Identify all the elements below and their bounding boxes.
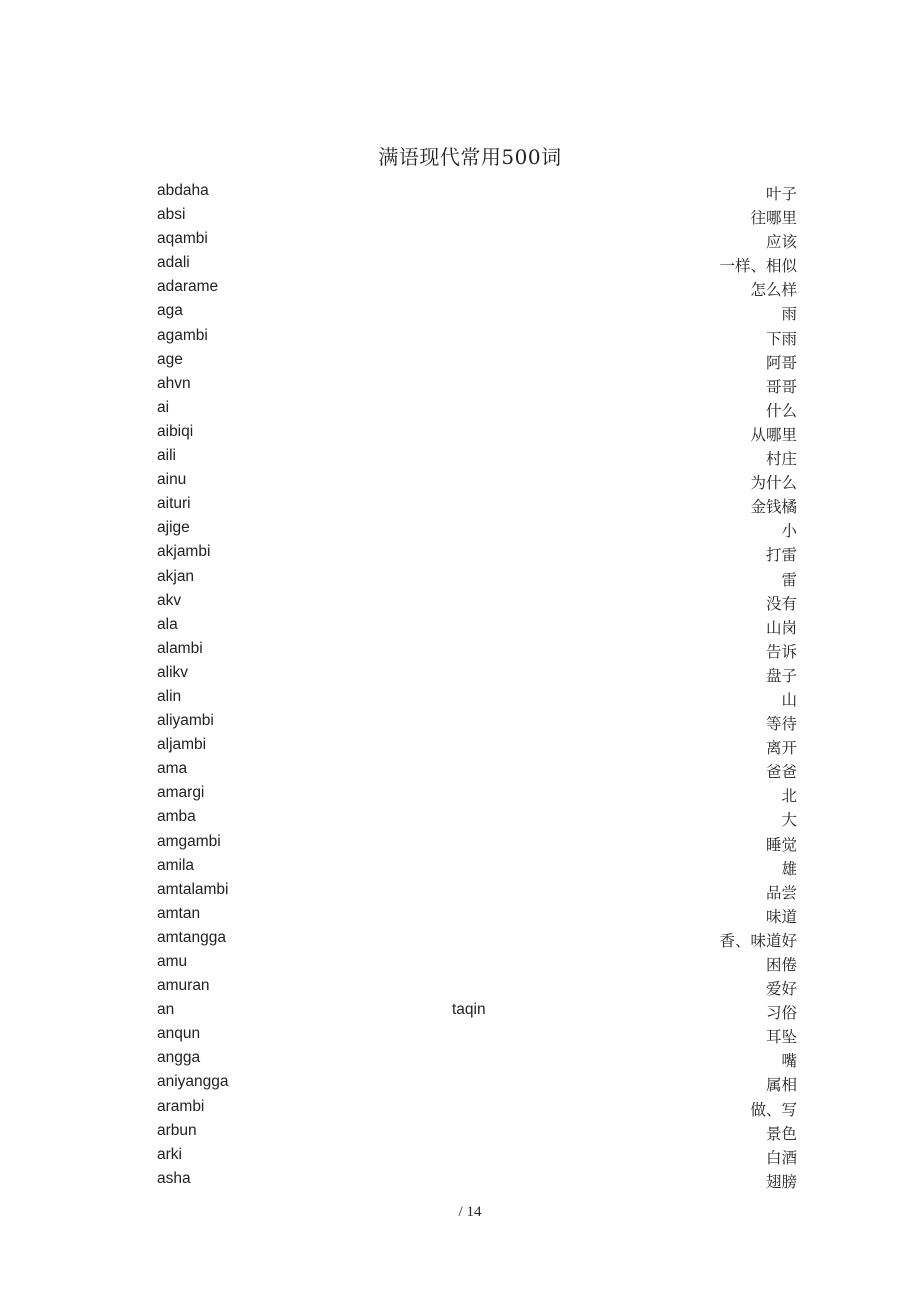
manchu-word: agambi xyxy=(157,326,208,344)
manchu-word: aliyambi xyxy=(157,712,214,730)
manchu-word: amtangga xyxy=(157,928,226,946)
chinese-meaning: 山岗 xyxy=(765,618,797,637)
chinese-meaning: 睡觉 xyxy=(765,835,797,854)
manchu-word: ajige xyxy=(157,519,190,537)
chinese-meaning: 金钱橘 xyxy=(750,498,797,517)
list-item xyxy=(157,180,797,204)
manchu-word: aniyangga xyxy=(157,1073,229,1091)
chinese-meaning: 香、味道好 xyxy=(719,931,797,950)
chinese-meaning: 阿哥 xyxy=(765,353,797,372)
list-item xyxy=(157,1120,797,1144)
list-item xyxy=(157,300,797,324)
chinese-meaning: 景色 xyxy=(765,1124,797,1143)
page-title: 满语现代常用500词 xyxy=(378,145,562,169)
chinese-meaning: 村庄 xyxy=(765,450,797,469)
manchu-word: arbun xyxy=(157,1121,197,1139)
chinese-meaning: 一样、相似 xyxy=(719,257,797,276)
list-item xyxy=(157,1168,797,1192)
list-item xyxy=(157,1023,797,1047)
chinese-meaning: 爱好 xyxy=(765,980,797,999)
list-item xyxy=(157,469,797,493)
manchu-word: aituri xyxy=(157,495,191,513)
list-item xyxy=(157,204,797,228)
chinese-meaning: 属相 xyxy=(765,1076,797,1095)
chinese-meaning: 小 xyxy=(781,522,797,541)
chinese-meaning: 北 xyxy=(781,787,797,806)
list-item xyxy=(157,710,797,734)
chinese-meaning: 叶子 xyxy=(765,185,797,203)
manchu-word: amu xyxy=(157,953,188,970)
list-item xyxy=(157,397,797,421)
list-item xyxy=(157,421,797,445)
list-item xyxy=(157,999,797,1023)
chinese-meaning: 应该 xyxy=(765,233,797,252)
manchu-word: anqun xyxy=(157,1025,201,1043)
list-item xyxy=(157,1071,797,1095)
chinese-meaning: 哥哥 xyxy=(765,377,797,396)
manchu-word: amba xyxy=(157,808,196,826)
manchu-word: akjan xyxy=(157,567,195,585)
chinese-meaning: 大 xyxy=(781,811,797,830)
manchu-word: alikv xyxy=(157,663,189,681)
chinese-meaning: 翅膀 xyxy=(765,1172,797,1191)
chinese-meaning: 从哪里 xyxy=(750,425,797,444)
manchu-word: arki xyxy=(157,1145,182,1163)
manchu-word: aqambi xyxy=(157,230,208,248)
list-item xyxy=(157,1144,797,1168)
list-item xyxy=(157,855,797,879)
chinese-meaning: 雷 xyxy=(781,570,797,589)
manchu-word: alin xyxy=(157,687,182,705)
list-item xyxy=(157,252,797,276)
chinese-meaning: 等待 xyxy=(765,715,797,734)
manchu-word: akv xyxy=(157,591,182,609)
manchu-word: aili xyxy=(157,447,176,465)
manchu-word-continuation: taqin xyxy=(452,1001,486,1019)
list-item xyxy=(157,325,797,349)
chinese-meaning: 雄 xyxy=(781,859,797,878)
manchu-word: adali xyxy=(157,254,190,272)
list-item xyxy=(157,517,797,541)
chinese-meaning: 离开 xyxy=(765,739,797,758)
chinese-meaning: 打雷 xyxy=(765,546,797,565)
list-item xyxy=(157,228,797,252)
list-item xyxy=(157,566,797,590)
manchu-word: amila xyxy=(157,856,195,874)
list-item xyxy=(157,373,797,397)
list-item xyxy=(157,903,797,927)
manchu-word: aljambi xyxy=(157,736,207,754)
chinese-meaning: 下雨 xyxy=(765,329,797,348)
manchu-word: ama xyxy=(157,760,188,778)
list-item xyxy=(157,951,797,975)
list-item xyxy=(157,662,797,686)
manchu-word: ainu xyxy=(157,471,187,489)
manchu-word: amtalambi xyxy=(157,880,229,898)
manchu-word: amuran xyxy=(157,977,210,995)
chinese-meaning: 习俗 xyxy=(765,1004,797,1023)
list-item xyxy=(157,686,797,710)
manchu-word: abdaha xyxy=(157,182,209,199)
chinese-meaning: 怎么样 xyxy=(750,281,797,300)
chinese-meaning: 山 xyxy=(781,690,797,709)
chinese-meaning: 为什么 xyxy=(750,474,797,493)
manchu-word: alambi xyxy=(157,639,203,657)
list-item xyxy=(157,927,797,951)
list-item xyxy=(157,1047,797,1071)
manchu-word: amtan xyxy=(157,904,201,922)
list-item xyxy=(157,614,797,638)
list-item xyxy=(157,879,797,903)
manchu-word: arambi xyxy=(157,1097,205,1115)
manchu-word: angga xyxy=(157,1049,201,1067)
list-item xyxy=(157,831,797,855)
chinese-meaning: 往哪里 xyxy=(750,209,797,228)
manchu-word: aga xyxy=(157,302,183,320)
chinese-meaning: 雨 xyxy=(781,305,797,324)
chinese-meaning: 没有 xyxy=(765,594,797,613)
manchu-word: ai xyxy=(157,398,170,416)
chinese-meaning: 耳坠 xyxy=(765,1028,797,1047)
chinese-meaning: 困倦 xyxy=(765,956,797,974)
manchu-word: age xyxy=(157,350,183,368)
chinese-meaning: 盘子 xyxy=(765,666,797,685)
list-item xyxy=(157,782,797,806)
list-item xyxy=(157,806,797,830)
chinese-meaning: 什么 xyxy=(765,401,797,420)
manchu-word: akjambi xyxy=(157,543,211,561)
page-number: / 14 xyxy=(458,1204,482,1220)
list-item xyxy=(157,975,797,999)
chinese-meaning: 品尝 xyxy=(765,883,797,902)
chinese-meaning: 告诉 xyxy=(765,642,797,661)
chinese-meaning: 嘴 xyxy=(781,1052,797,1071)
manchu-word: ala xyxy=(157,615,178,633)
manchu-word: aibiqi xyxy=(157,422,194,440)
manchu-word: an xyxy=(157,1001,175,1019)
manchu-word: asha xyxy=(157,1169,191,1187)
chinese-meaning: 爸爸 xyxy=(765,763,797,782)
manchu-word: ahvn xyxy=(157,374,191,392)
list-item xyxy=(157,734,797,758)
manchu-word: amargi xyxy=(157,784,205,802)
list-item xyxy=(157,1096,797,1120)
chinese-meaning: 白酒 xyxy=(765,1148,797,1167)
list-item xyxy=(157,276,797,300)
manchu-word: absi xyxy=(157,206,186,224)
list-item xyxy=(157,638,797,662)
list-item xyxy=(157,349,797,373)
list-item xyxy=(157,445,797,469)
chinese-meaning: 做、写 xyxy=(750,1100,797,1119)
chinese-meaning: 味道 xyxy=(765,907,797,926)
list-item xyxy=(157,541,797,565)
word-list xyxy=(157,180,797,1192)
manchu-word: amgambi xyxy=(157,832,221,850)
list-item xyxy=(157,493,797,517)
list-item xyxy=(157,590,797,614)
manchu-word: adarame xyxy=(157,278,219,296)
list-item xyxy=(157,758,797,782)
